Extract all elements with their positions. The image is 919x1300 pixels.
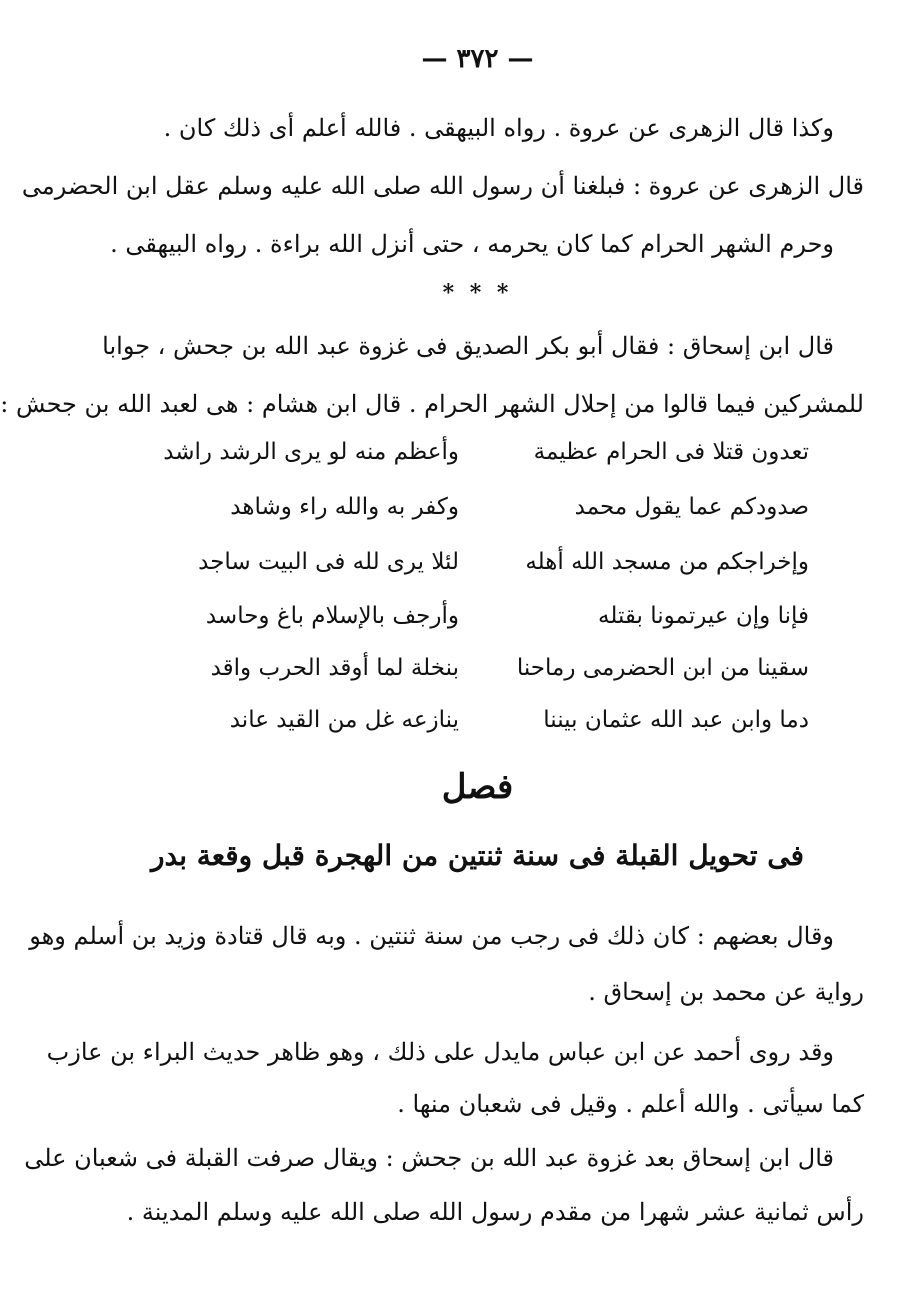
section-heading: فصل — [441, 767, 514, 807]
text-line: رأس ثمانية عشر شهرا من مقدم رسول الله صلى الله عليه وسلم المدينة . — [126, 1198, 864, 1226]
poem-verse — [159, 648, 809, 688]
text-line: قال ابن إسحاق بعد غزوة عبد الله بن جحش : ويقال صرفت القبلة فى شعبان على — [24, 1144, 834, 1172]
text-line: وكذا قال الزهرى عن عروة . رواه البيهقى . فالله أعلم أى ذلك كان . — [163, 114, 834, 142]
poem-verse — [159, 596, 809, 636]
section-separator: * * * — [442, 280, 513, 306]
verse-first-hemistich: فإنا وإن عيرتمونا بقتله — [598, 603, 809, 629]
verse-first-hemistich: سقينا من ابن الحضرمى رماحنا — [516, 655, 809, 681]
chapter-title: فى تحويل القبلة فى سنة ثنتين من الهجرة قبل وقعة بدر — [150, 839, 805, 872]
verse-second-hemistich: وأعظم منه لو يرى الرشد راشد — [163, 439, 459, 465]
text-line: قال الزهرى عن عروة : فبلغنا أن رسول الله صلى الله عليه وسلم عقل ابن الحضرمى — [21, 172, 864, 200]
verse-first-hemistich: وإخراجكم من مسجد الله أهله — [525, 549, 809, 575]
text-line: وقال بعضهم : كان ذلك فى رجب من سنة ثنتين . وبه قال قتادة وزيد بن أسلم وهو — [29, 922, 834, 950]
verse-first-hemistich: دما وابن عبد الله عثمان بيننا — [543, 707, 809, 733]
page-number: — ٣٧٢ — — [421, 44, 534, 74]
text-line: كما سيأتى . والله أعلم . وقيل فى شعبان منها . — [397, 1090, 864, 1118]
poem-verse — [159, 542, 809, 582]
text-line: رواية عن محمد بن إسحاق . — [588, 978, 864, 1006]
poem-verse — [159, 700, 809, 740]
poem-verse — [159, 432, 809, 472]
poem-verse — [159, 487, 809, 527]
text-line: وقد روى أحمد عن ابن عباس مايدل على ذلك ، وهو ظاهر حديث البراء بن عازب — [46, 1038, 834, 1066]
verse-second-hemistich: بنخلة لما أوقد الحرب واقد — [210, 655, 459, 681]
text-line: قال ابن إسحاق : فقال أبو بكر الصديق فى غزوة عبد الله بن جحش ، جوابا — [102, 332, 834, 360]
verse-second-hemistich: وكفر به والله راء وشاهد — [230, 494, 459, 520]
verse-second-hemistich: لئلا يرى لله فى البيت ساجد — [198, 549, 459, 575]
text-line: وحرم الشهر الحرام كما كان يحرمه ، حتى أنزل الله براءة . رواه البيهقى . — [110, 230, 834, 258]
verse-second-hemistich: ينازعه غل من القيد عاند — [229, 707, 459, 733]
text-line: للمشركين فيما قالوا من إحلال الشهر الحرام . قال ابن هشام : هى لعبد الله بن جحش : — [0, 390, 864, 418]
verse-first-hemistich: تعدون قتلا فى الحرام عظيمة — [533, 439, 809, 465]
verse-first-hemistich: صدودكم عما يقول محمد — [574, 494, 809, 520]
verse-second-hemistich: وأرجف بالإسلام باغ وحاسد — [205, 603, 459, 629]
